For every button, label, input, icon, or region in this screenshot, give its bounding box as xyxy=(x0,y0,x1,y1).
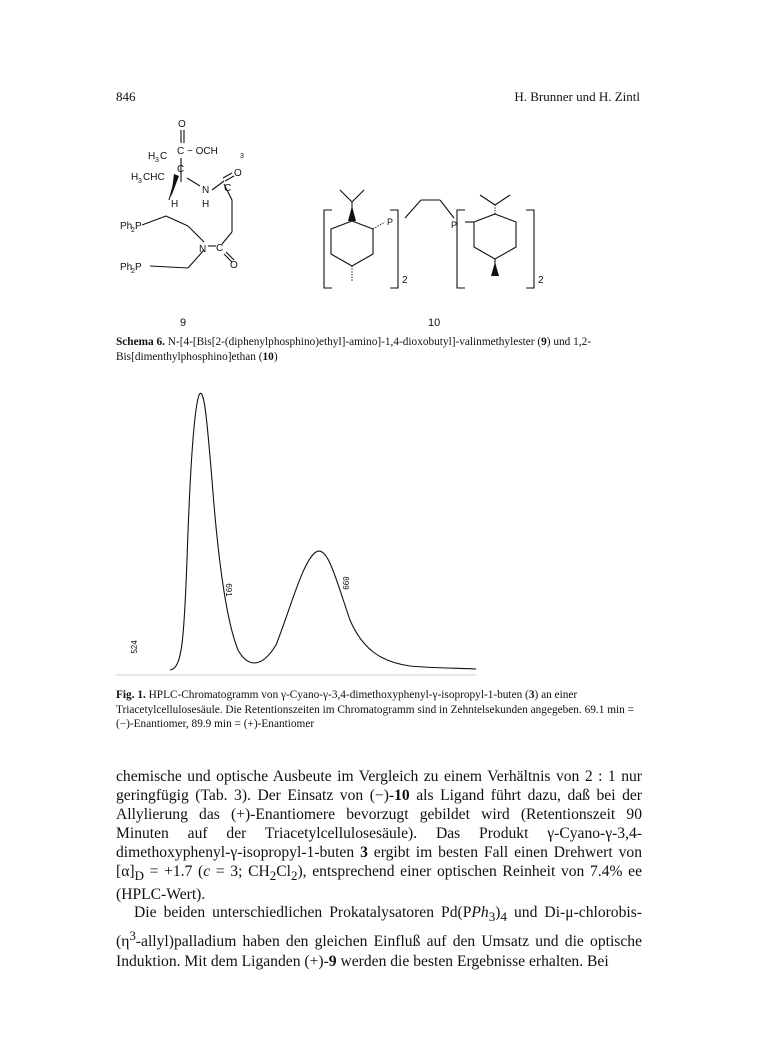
atom-ph2p-top-sub: 2 xyxy=(131,227,135,234)
atom-c-lower: C xyxy=(216,243,224,254)
atom-o-lower: O xyxy=(230,260,238,271)
atom-h3c-h: H xyxy=(148,151,156,162)
atom-ph2p-bot-ph: Ph xyxy=(120,262,133,273)
atom-h-right: H xyxy=(202,199,210,210)
bracket-sub-right: 2 xyxy=(538,275,544,286)
atom-n-amide: N xyxy=(202,185,210,196)
paragraph-1: chemische und optische Ausbeute im Vergleich zu einem Verhältnis von 2 : 1 nur geringfügig (Tab. 3). Der Einsatz von (−)-10 als Ligand führt dazu, daß bei der Allylierung das (+)-Enantiomere bevorzugt gebildet wird (Retentionszeit 90 Minuten auf der Triacetylcellulosesäule). Das Produkt γ-Cyano-γ-3,4-dimethoxyphenyl-γ-isopropyl-1-buten 3 ergibt im besten Fall einen Drehwert von $[\alpha]_D = +1.7$ (c = 3; $CH_2Cl_2$), entsprechend einer optischen Reinheit von 7.4% ee (HPLC-Wert). xyxy=(116,768,642,903)
atom-p-left: P xyxy=(387,217,394,227)
running-authors: H. Brunner und H. Zintl xyxy=(514,89,640,104)
scheme-caption: Schema 6. N-[4-[Bis[2-(diphenylphosphino)ethyl]-amino]-1,4-dioxobutyl]-valinmethylester (9) und 1,2-Bis[dimenthylphosphino]ethan (10) xyxy=(116,336,592,363)
atom-p-right: P xyxy=(451,220,458,230)
atom-n-lower: N xyxy=(199,244,207,255)
atom-ph2p-top-p: P xyxy=(135,221,142,232)
figure-caption-label: Fig. 1. xyxy=(116,689,146,701)
paragraph-2: Die beiden unterschiedlichen Prokatalysatoren $Pd(PPh_3)_4$ und $Di-\mu-chlorobis-(\eta^3-allyl)palladium$ haben den gleichen Einfluß auf den Umsatz und die optische Induktion. Mit dem Liganden (+)-9 werden die besten Ergebnisse erhalten. Bei xyxy=(116,904,642,970)
scheme-6-structures xyxy=(0,0,757,330)
peak-label-524: 524 xyxy=(130,640,139,654)
figure-caption: Fig. 1. HPLC-Chromatogramm von γ-Cyano-γ-3,4-dimethoxyphenyl-γ-isopropyl-1-buten (3) an einer Triacetylcellulosesäule. Die Retentionszeiten im Chromatogramm sind in Zehntelsekunden angegeben. 69.1 min = (−)-Enantiomer, 89.9 min = (+)-Enantiomer xyxy=(116,689,634,730)
atom-c-och3: C − OCH xyxy=(177,146,218,157)
chromatogram-trace xyxy=(170,393,476,670)
body-text xyxy=(116,768,642,971)
atom-h3chc-sub: 3 xyxy=(138,178,142,185)
bracket-sub-left: 2 xyxy=(402,275,408,286)
atom-h3c-c: C xyxy=(160,151,168,162)
compound-label-10: 10 xyxy=(428,317,441,329)
hplc-chromatogram xyxy=(0,380,757,680)
peak-label-899: 899 xyxy=(341,576,350,590)
atom-h3chc-rest: CHC xyxy=(143,172,165,183)
atom-ph2p-bot-p: P xyxy=(135,262,142,273)
atom-o-amide: O xyxy=(234,168,242,179)
atom-h3chc-h: H xyxy=(131,172,139,183)
atom-och3-sub: 3 xyxy=(240,153,244,160)
atom-h-left: H xyxy=(171,199,179,210)
page-number: 846 xyxy=(116,89,136,104)
peak-label-691: 691 xyxy=(224,583,233,597)
atom-h3c-sub: 3 xyxy=(155,157,159,164)
atom-c-amide: C xyxy=(224,183,232,194)
atom-c-mid: C xyxy=(177,164,185,175)
atom-ph2p-top-ph: Ph xyxy=(120,221,133,232)
atom-o-top: O xyxy=(178,119,186,130)
scheme-caption-label: Schema 6. xyxy=(116,336,165,348)
compound-label-9: 9 xyxy=(180,317,187,329)
atom-ph2p-bot-sub: 2 xyxy=(131,268,135,275)
